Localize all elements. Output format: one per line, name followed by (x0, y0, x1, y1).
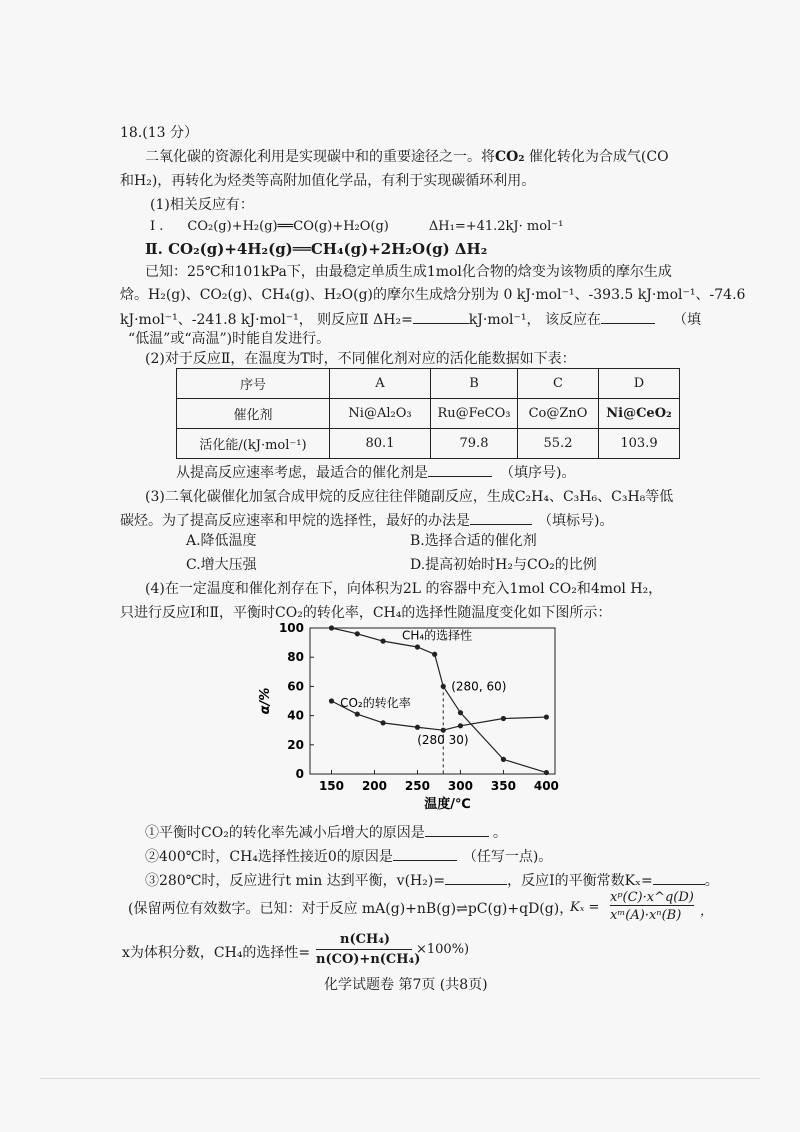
table-cell: Co@ZnO (518, 399, 599, 429)
table-cell: A (330, 369, 431, 399)
data-point (501, 757, 506, 762)
part3-line-2-end: （填标号)。 (538, 513, 614, 529)
subq-3-c: 。 (704, 873, 719, 889)
table-row (177, 429, 680, 459)
subq-1 (145, 822, 507, 842)
subq-2-end: （任写一点)。 (462, 849, 553, 865)
table-cell: 80.1 (330, 429, 431, 459)
known-line-3 (120, 309, 701, 329)
table-row (177, 399, 680, 429)
y-tick-label: 100 (278, 621, 304, 635)
part2-answer-text: 从提高反应速率考虑，最适合的催化剂是 (176, 465, 428, 481)
catalyst-table (176, 368, 680, 459)
data-point (458, 710, 463, 715)
known-line-3-c: （填 (672, 312, 701, 328)
y-tick-label: 40 (287, 708, 304, 723)
kx-symbol: Kₓ = (570, 900, 600, 915)
intro-text: 二氧化碳的资源化利用是实现碳中和的重要途径之一。将 (145, 149, 495, 165)
option-b: B.选择合适的催化剂 (410, 533, 537, 549)
table-cell: 79.8 (431, 429, 518, 459)
kx-end: ， (700, 904, 714, 919)
data-point (501, 716, 506, 721)
intro-co2: CO₂ (495, 149, 525, 165)
x-tick-label: 400 (533, 779, 559, 793)
answer-blank-ch4[interactable] (393, 846, 457, 861)
y-axis-label: α/% (258, 687, 273, 715)
selectivity-numerator: n(CH₄) (340, 932, 391, 947)
data-point (355, 712, 360, 717)
kx-denominator: xᵐ(A)·xⁿ(B) (610, 908, 682, 923)
answer-blank-rate[interactable] (445, 870, 507, 885)
answer-blank-catalyst[interactable] (428, 462, 492, 477)
reaction-2: Ⅱ. CO₂(g)+4H₂(g)══CH₄(g)+2H₂O(g) ΔH₂ (145, 240, 488, 258)
table-cell: 序号 (177, 369, 330, 399)
table-cell: 活化能/(kJ·mol⁻¹) (177, 429, 330, 459)
subq-2 (145, 846, 552, 866)
table-cell: 103.9 (599, 429, 680, 459)
subq-2-text: ②400℃时，CH₄选择性接近0的原因是 (145, 849, 393, 865)
part3-line-1: (3)二氧化碳催化加氢合成甲烷的反应往往伴随副反应，生成C₂H₄、C₃H₆、C₃H₈等低 (145, 489, 674, 505)
x-tick-label: 250 (404, 779, 430, 793)
annotation-label: (280 30) (417, 733, 469, 748)
option-d: D.提高初始时H₂与CO₂的比例 (410, 557, 597, 573)
note-line-1 (128, 900, 573, 918)
known-line-1: 已知：25℃和101kPa下，由最稳定单质生成1mol化合物的焓变为该物质的摩尔生成 (145, 264, 672, 280)
y-tick-label: 60 (287, 679, 304, 694)
table-cell: C (518, 369, 599, 399)
selectivity-denominator: n(CO)+n(CH₄) (316, 952, 421, 967)
table-cell: Ni@Al₂O₃ (330, 399, 431, 429)
series-label-co2: CO₂的转化率 (340, 695, 411, 710)
selectivity-end: ×100%) (416, 942, 470, 957)
answer-blank-method[interactable] (470, 510, 532, 525)
table-row (177, 369, 680, 399)
table-cell: Ru@FeCO₃ (431, 399, 518, 429)
known-line-3-b: kJ·mol⁻¹， 该反应在 (468, 312, 601, 328)
data-point (380, 639, 385, 644)
answer-blank-dh2[interactable] (413, 309, 469, 324)
data-point (415, 725, 420, 730)
subq-3-a: ③280℃时，反应进行t min 达到平衡，v(H₂)= (145, 873, 446, 889)
part2-answer-end: （填序号)。 (500, 465, 576, 481)
intro-line-1 (145, 148, 669, 166)
y-tick-label: 80 (287, 650, 304, 665)
part2-answer-line (176, 462, 575, 482)
series-label-ch4: CH₄的选择性 (401, 628, 473, 643)
x-axis-label: 温度/℃ (424, 797, 471, 812)
subq-3 (145, 870, 719, 890)
data-point (415, 644, 420, 649)
answer-blank-reason[interactable] (425, 822, 489, 837)
reaction-1-enthalpy: ΔH₁=+41.2kJ· mol⁻¹ (428, 219, 564, 234)
data-point (432, 652, 437, 657)
y-tick-label: 20 (287, 737, 304, 752)
equilibrium-chart (255, 618, 575, 818)
y-tick-label: 0 (295, 767, 304, 781)
part4-line-1: (4)在一定温度和催化剂存在下，向体积为2L 的容器中充入1mol CO₂和4mol H₂， (145, 581, 663, 597)
data-point (380, 720, 385, 725)
x-tick-label: 150 (318, 779, 345, 793)
data-point (458, 723, 463, 728)
data-point (329, 698, 334, 703)
x-tick-label: 200 (361, 779, 388, 793)
known-line-4: “低温”或“高温”)时能自发进行。 (128, 331, 331, 347)
part2-text: (2)对于反应Ⅱ，在温度为T时，不同催化剂对应的活化能数据如下表： (145, 351, 576, 367)
note-line-2-text: x为体积分数，CH₄的选择性= (122, 945, 311, 961)
note-line-2 (122, 944, 310, 962)
option-c: C.增大压强 (186, 557, 257, 573)
question-header: 18.(13 分） (120, 125, 198, 141)
part4-line-2: 只进行反应Ⅰ和Ⅱ，平衡时CO₂的转化率，CH₄的选择性随温度变化如下图所示： (120, 605, 612, 621)
subq-1-end: 。 (492, 825, 507, 841)
data-point (544, 770, 549, 775)
table-cell: Ni@CeO₂ (599, 399, 680, 429)
data-point (544, 714, 549, 719)
data-point (355, 631, 360, 636)
table-cell: 催化剂 (177, 399, 330, 429)
table-cell: D (599, 369, 680, 399)
data-point (329, 625, 334, 630)
option-a: A.降低温度 (186, 533, 257, 549)
reaction-1-label: Ⅰ . (150, 219, 164, 234)
data-point (441, 684, 446, 689)
reaction-1-equation: CO₂(g)+H₂(g)══CO(g)+H₂O(g) (187, 219, 389, 234)
known-line-3-a: kJ·mol⁻¹、-241.8 kJ·mol⁻¹， 则反应Ⅱ ΔH₂= (120, 312, 413, 328)
data-point (441, 728, 446, 733)
known-line-2: 焓。H₂(g)、CO₂(g)、CH₄(g)、H₂O(g)的摩尔生成焓分别为 0 kJ·mol⁻¹、-393.5 kJ·mol⁻¹、-74.6 (120, 287, 746, 303)
part3-line-2-text: 碳烃。为了提高反应速率和甲烷的选择性，最好的办法是 (120, 513, 470, 529)
part1-label: (1)相关反应有： (150, 197, 254, 213)
part3-line-2 (120, 510, 613, 530)
page-footer: 化学试题卷 第7页 (共8页) (324, 977, 488, 993)
intro-line-2: 和H₂)，再转化为烃类等高附加值化学品，有利于实现碳循环利用。 (120, 173, 536, 189)
x-tick-label: 350 (490, 779, 516, 793)
annotation-label: (280, 60) (451, 679, 507, 694)
table-cell: 55.2 (518, 429, 599, 459)
subq-1-text: ①平衡时CO₂的转化率先减小后增大的原因是 (145, 825, 425, 841)
table-cell: B (431, 369, 518, 399)
note-line-1-text: (保留两位有效数字。已知：对于反应 mA(g)+nB(g)⇌pC(g)+qD(g)， (128, 901, 574, 917)
answer-blank-kx[interactable] (653, 870, 705, 885)
reaction-1 (150, 218, 563, 236)
x-tick-label: 300 (447, 779, 473, 793)
kx-numerator: xᵖ(C)·x^q(D) (610, 890, 694, 905)
answer-blank-temp[interactable] (601, 309, 655, 324)
intro-text-b: 催化转化为合成气(CO (524, 149, 669, 165)
subq-3-b: ，反应Ⅰ的平衡常数Kₓ= (507, 873, 653, 889)
